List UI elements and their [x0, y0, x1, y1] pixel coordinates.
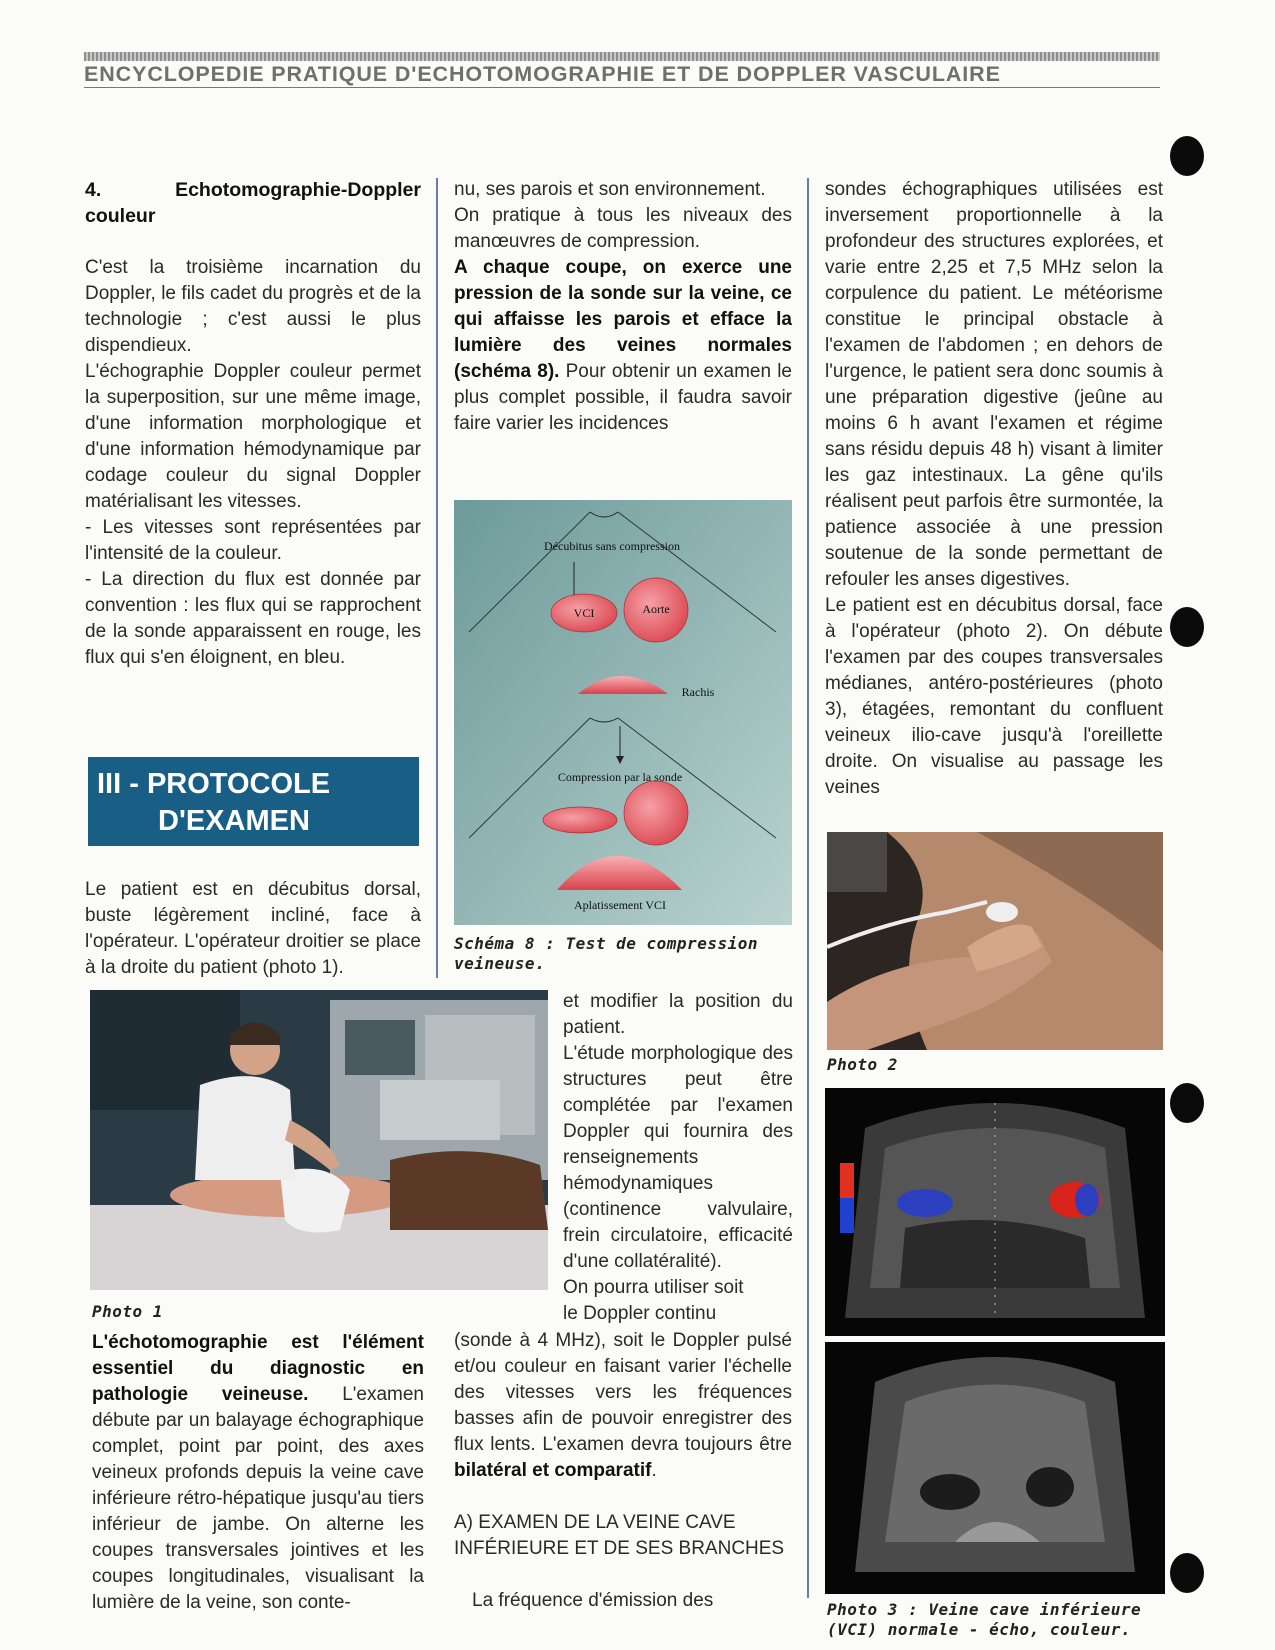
photo-3-color-doppler	[825, 1088, 1165, 1336]
paragraph: nu, ses parois et son environnement.	[454, 179, 766, 200]
column-3	[825, 177, 1163, 801]
header-rule	[84, 87, 1160, 88]
column-1-bottom	[92, 1330, 424, 1616]
column-2-bottom	[454, 1328, 792, 1614]
photo-1-caption: Photo 1	[92, 1302, 163, 1321]
paragraph: On pratique à tous les niveaux des manœuvres de compression.	[454, 205, 792, 252]
binder-hole	[1170, 136, 1204, 176]
section-heading-line: D'EXAMEN	[158, 805, 310, 837]
paragraph: Le patient est en décubitus dorsal, face à l'opérateur (photo 2). On débute l'examen par des coupes transversales médianes, antéro-postérieures (photo 3), étagées, remontant du confluent veineux ilio-cave jusqu'à l'oreillette droite. On visualise au passage les veines	[825, 595, 1163, 798]
subsection-heading: A) EXAMEN DE LA VEINE CAVE INFÉRIEURE ET DE SES BRANCHES	[454, 1512, 785, 1559]
bold-phrase: bilatéral et comparatif	[454, 1460, 652, 1481]
schema-8	[454, 500, 792, 925]
paragraph: et modifier la position du patient.	[563, 991, 793, 1038]
paragraph: L'échographie Doppler couleur permet la superposition, sur une même image, d'une information morphologique et d'une information hémodynamique par codage couleur du signal Doppler matérialisant les vitesses.	[85, 361, 421, 512]
schema-label-bottom: Aplatissement VCI	[573, 898, 667, 912]
schema-label-top: Décubitus sans compression	[544, 539, 680, 553]
bold-lead: L'échotomographie est l'élément essentiel du diagnostic en pathologie veineuse.	[92, 1332, 424, 1405]
photo-1	[90, 990, 548, 1290]
schema-label-vci: VCI	[573, 606, 595, 620]
paragraph: Le patient est en décubitus dorsal, buste légèrement incliné, face à l'opérateur. L'opérateur droitier se place à la droite du patient (photo 1).	[85, 879, 421, 978]
bold-lead: A chaque coupe, on exerce une pression de la sonde sur la veine, ce qui affaisse les parois et efface la lumière des veines normales (schéma 8).	[454, 257, 792, 382]
column-rule	[436, 178, 438, 978]
schema-label-rachis: Rachis	[681, 685, 715, 699]
binder-hole	[1170, 1083, 1204, 1123]
schema-label-compression: Compression par la sonde	[557, 770, 683, 784]
section-heading	[88, 757, 419, 846]
column-1-lower	[85, 877, 421, 981]
paragraph: La fréquence d'émission des	[472, 1590, 714, 1611]
photo-3-caption: Photo 3 : Veine cave inférieure (VCI) normale - écho, couleur.	[827, 1600, 1142, 1639]
subheading: 4. Echotomographie-Doppler couleur	[85, 179, 421, 227]
bullet: - Les vitesses sont représentées par l'intensité de la couleur.	[85, 517, 421, 564]
paragraph: le Doppler continu	[563, 1303, 717, 1324]
column-2	[454, 177, 792, 437]
section-heading-line: III - PROTOCOLE	[97, 768, 331, 800]
punctuation: .	[651, 1460, 657, 1481]
paragraph: L'examen débute par un balayage échographique complet, point par point, des axes veineux profonds depuis la veine cave inférieure rétro-hépatique jusqu'au tiers inférieur de jambe. On alterne les coupes transversales jointives et les coupes longitudinales, visualisant la lumière de la veine, son conte-	[92, 1384, 424, 1613]
column-rule	[807, 178, 809, 1598]
photo-2-caption: Photo 2	[827, 1055, 898, 1074]
header-pattern-bar	[84, 52, 1160, 61]
schema-8-caption: Schéma 8 : Test de compression veineuse.	[454, 934, 758, 973]
schema-label-aorte: Aorte	[642, 602, 670, 616]
paragraph: sondes échographiques utilisées est inversement proportionnelle à la profondeur des structures explorées, et varie entre 2,25 et 7,5 MHz selon la corpulence du patient. Le météorisme constitue le principal obstacle à l'examen de l'abdomen ; en dehors de l'urgence, le patient sera donc soumis à une préparation digestive (jeûne au moins 6 h avant l'examen et régime sans résidu depuis 48 h) visant à limiter les gaz intestinaux. La gêne qu'ils réalisent peut parfois être surmontée, la patience associée à une pression soutenue de la sonde permettant de refouler les anses digestives.	[825, 179, 1163, 590]
running-header: ENCYCLOPEDIE PRATIQUE D'ECHOTOMOGRAPHIE ET DE DOPPLER VASCULAIRE	[84, 62, 1001, 86]
paragraph: (sonde à 4 MHz), soit le Doppler pulsé et/ou couleur en faisant varier l'échelle des vitesses vers les fréquences basses afin de pouvoir enregistrer des flux lents. L'examen devra toujours être	[454, 1330, 792, 1455]
paragraph: L'étude morphologique des structures peut être complétée par l'examen Doppler qui fournira des renseignements hémodynamiques (continence valvulaire, frein circulatoire, efficacité d'une collatéralité).	[563, 1043, 793, 1272]
bullet: - La direction du flux est donnée par convention : les flux qui se rapprochent de la sonde apparaissent en rouge, les flux qui s'en éloignent, en bleu.	[85, 569, 421, 668]
binder-hole	[1170, 607, 1204, 647]
column-1	[85, 177, 421, 671]
paragraph: On pourra utiliser soit	[563, 1277, 744, 1298]
paragraph: Pour obtenir un examen le plus complet possible, il faudra savoir faire varier les incidences	[454, 361, 793, 434]
photo-3-echo	[825, 1342, 1165, 1594]
column-2-wrap	[563, 989, 793, 1327]
binder-hole	[1170, 1553, 1204, 1593]
photo-2	[827, 832, 1163, 1050]
paragraph: C'est la troisième incarnation du Doppler, le fils cadet du progrès et de la technologie ; c'est aussi le plus dispendieux.	[85, 257, 421, 356]
